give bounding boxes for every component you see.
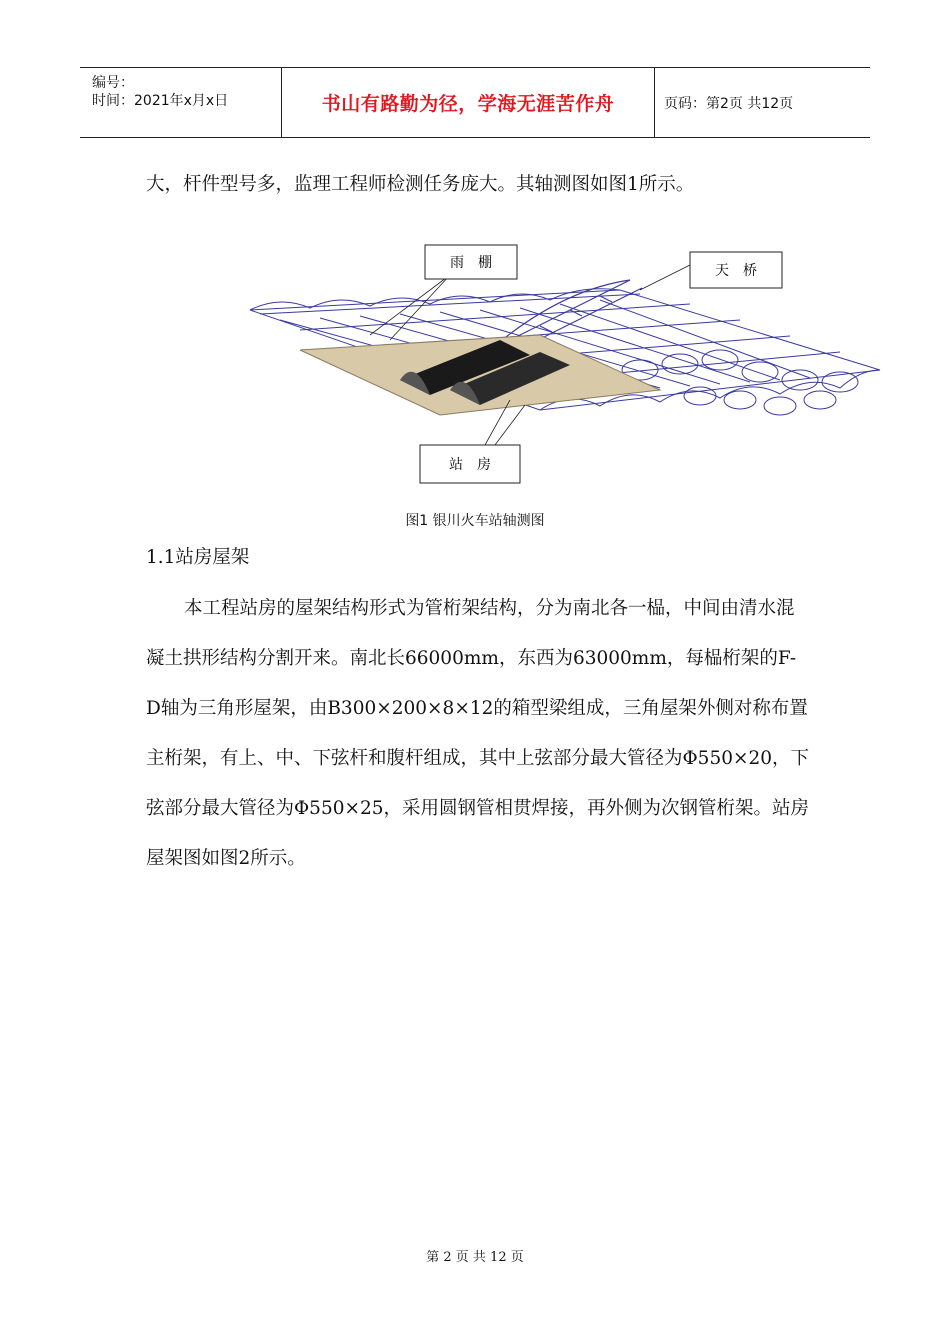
header-meta: [80, 68, 280, 137]
figure-caption: 图1 银川火车站轴测图: [405, 513, 545, 529]
canopy-label: 雨 棚: [450, 255, 492, 271]
header-motto-cell: [281, 68, 655, 137]
station-label: 站 房: [449, 457, 491, 473]
document-number-label: 编号：: [92, 75, 134, 91]
page-header: [80, 67, 870, 138]
header-motto: 书山有路勤为径，学海无涯苦作舟: [321, 93, 615, 115]
intro-text: 大，杆件型号多，监理工程师检测任务庞大。其轴测图如图1所示。: [146, 174, 695, 195]
header-page-info: 页码：第2页 共12页: [664, 95, 794, 112]
bridge-label: 天 桥: [715, 263, 757, 279]
document-time-label: 时间：2021年x月x日: [92, 93, 229, 109]
body-paragraph: 本工程站房的屋架结构形式为管桁架结构，分为南北各一榀，中间由清水混凝土拱形结构分割开来。南北长66000mm，东西为63000mm，每榀桁架的F-D轴为三角形屋架，由B300×200×8×12的箱型梁组成，三角屋架外侧对称布置主桁架，有上、中、下弦杆和腹杆组成，其中上弦部分最大管径为Φ550×20，下弦部分最大管径为Φ550×25，采用圆钢管相贯焊接，再外侧为次钢管桁架。站房屋架图如图2所示。: [146, 598, 810, 869]
station-axonometric-figure: [240, 240, 900, 490]
section-heading: 1.1站房屋架: [146, 547, 250, 568]
page-footer: 第 2 页 共 12 页: [426, 1250, 524, 1265]
